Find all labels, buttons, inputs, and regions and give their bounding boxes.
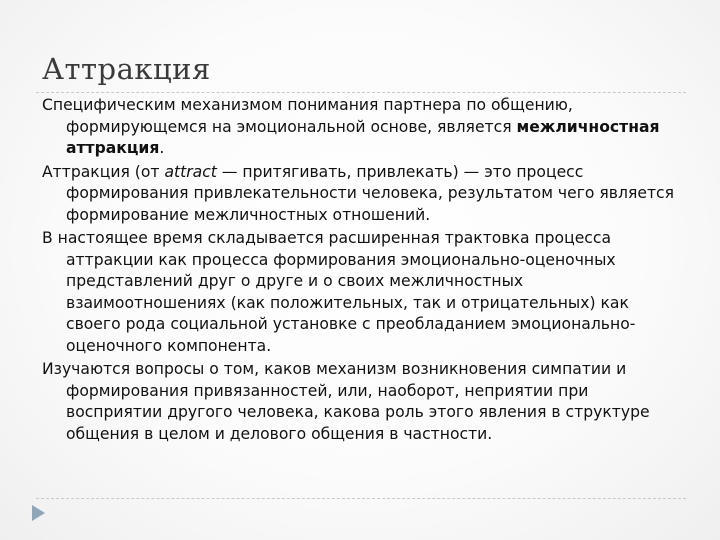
slide-title: Аттракция <box>42 52 211 86</box>
paragraph-1 <box>42 95 684 160</box>
paragraph-4: Изучаются вопросы о том, каков механизм возникновения симпатии и формирования привязанностей, или, наоборот, неприятии при восприятии другого человека, какова роль этого явления в структуре общения в целом и делового общения в частности. <box>42 360 650 443</box>
title-divider <box>36 92 686 93</box>
term-interpersonal-attraction: межличностная аттракция <box>66 117 660 157</box>
triangle-right-icon[interactable] <box>28 503 48 523</box>
footer-divider <box>36 498 686 499</box>
term-attract: attract <box>164 162 217 181</box>
paragraph-2-start: Аттракция (от <box>42 162 165 181</box>
paragraph-2-rest: — притягивать, привлекать) — это процесс формирования привлекательности человека, результатом чего является формирование межличностных отношений. <box>66 162 674 224</box>
paragraph-3: В настоящее время складывается расширенная трактовка процесса аттракции как процесса формирования эмоционально-оценочных представлений друг о друге и о своих межличностных взаимоотношениях (как положительных, так и отрицательных) как своего рода социальной установке с преобладанием эмоционально-оценочного компонента. <box>42 229 636 355</box>
paragraph-2 <box>42 162 684 227</box>
slide-body <box>42 95 684 447</box>
paragraph-1-end: . <box>159 139 165 157</box>
paragraph-1-text: Специфическим механизмом понимания партнера по общению, формирующемся на эмоциональной основе, является <box>42 96 573 136</box>
